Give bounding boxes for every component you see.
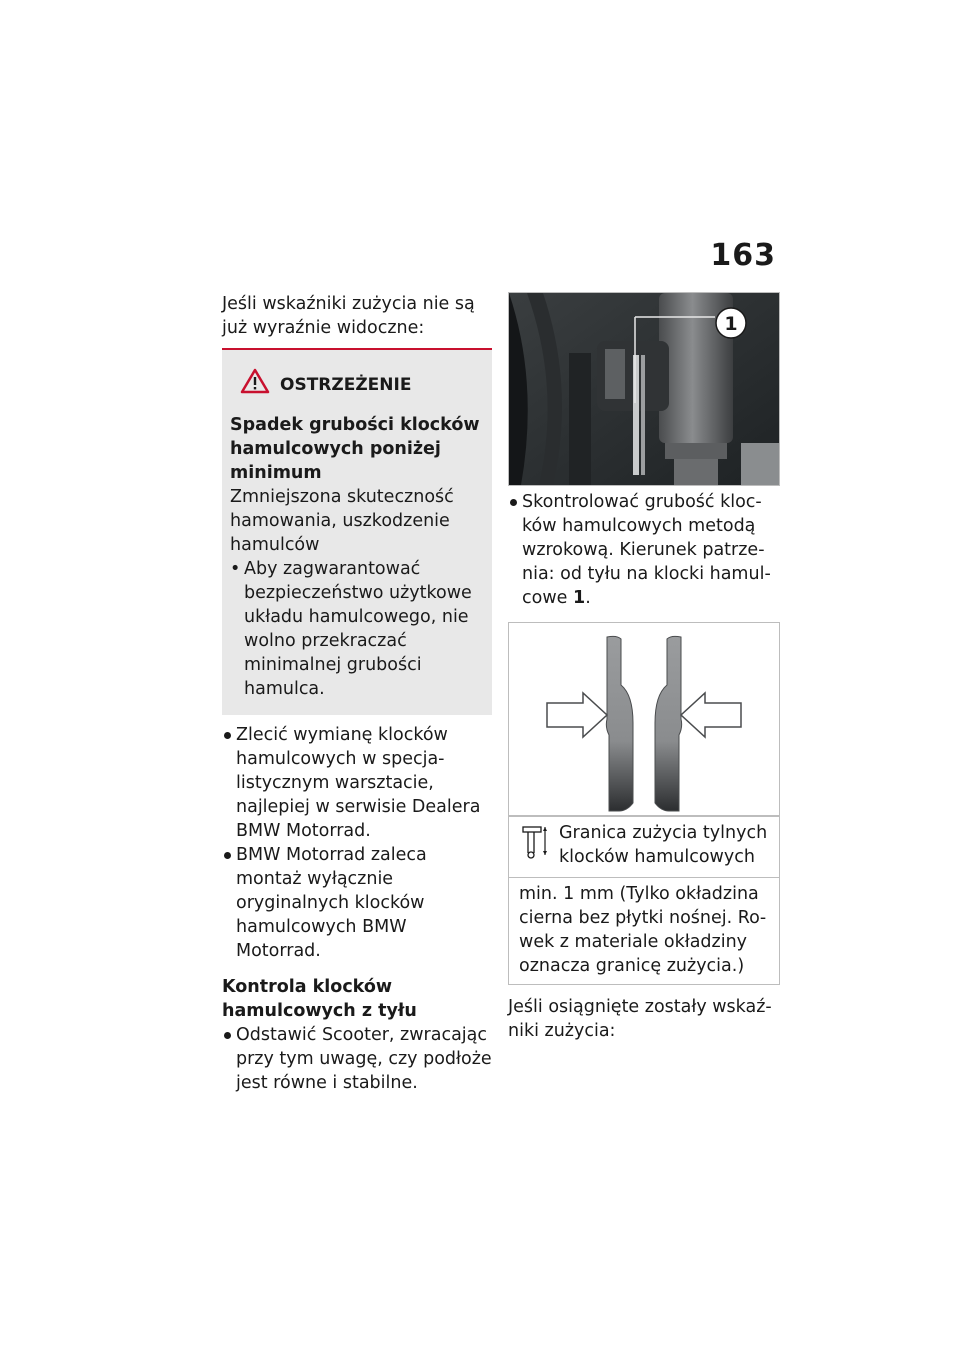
warning-title: OSTRZEŻENIE (280, 374, 412, 395)
caliper-gauge-icon (519, 821, 551, 868)
warning-subtitle: Spadek grubości klocków hamulcowych poniżej minimum (230, 415, 480, 483)
right-column (508, 292, 780, 1043)
intro-text: Jeśli wskaźniki zużycia nie są już wyraźnie widoczne: (222, 294, 475, 338)
callout-reference: 1 (573, 588, 586, 608)
spec-value: min. 1 mm (Tylko okładzina cierna bez płytki nośnej. Rowek z materiale okładziny oznacza granicę zużycia.) (519, 884, 767, 976)
spec-box (508, 816, 780, 985)
list-item: Skontrolować grubość klocków hamulcowych metodą wzrokową. Kierunek patrzenia: od tyłu na klocki hamulcowe 1. (508, 490, 780, 610)
warning-box (222, 350, 492, 715)
brake-photo (508, 292, 780, 486)
warning-bullet: • Aby zagwarantować bezpieczeństwo użytkowe układu hamulcowego, nie wolno przekraczać minimalnej grubości hamulca. (230, 557, 484, 701)
warning-triangle-icon (240, 368, 270, 401)
warning-text: Zmniejszona skuteczność hamowania, uszkodzenie hamulców (230, 487, 454, 555)
spec-title: Granica zużycia tylnych klocków hamulcowych (559, 823, 768, 867)
list-item: Zlecić wymianę klocków hamulcowych w specjalistycznym warsztacie, najlepiej w serwisie Dealera BMW Motorrad. (222, 723, 492, 843)
closing-text: Jeśli osiągnięte zostały wskaźniki zużycia: (508, 997, 772, 1041)
warning-header (240, 368, 484, 401)
page-number: 163 (710, 238, 776, 273)
photo-callout-label: 1 (724, 313, 738, 335)
inspect-text: Skontrolować grubość klocków hamulcowych metodą wzrokową. Kierunek patrzenia: od tyłu na klocki hamulcowe (522, 492, 771, 608)
list-item: Odstawić Scooter, zwracając przy tym uwagę, czy podłoże jest równe i stabilne. (222, 1023, 492, 1095)
section-heading: Kontrola klocków hamulcowych z tyłu (222, 977, 417, 1021)
list-item: BMW Motorrad zaleca montaż wyłącznie oryginalnych klocków hamulcowych BMW Motorrad. (222, 843, 492, 963)
brake-pad-diagram (508, 622, 780, 816)
left-column (222, 292, 492, 1095)
spec-header (509, 817, 779, 878)
